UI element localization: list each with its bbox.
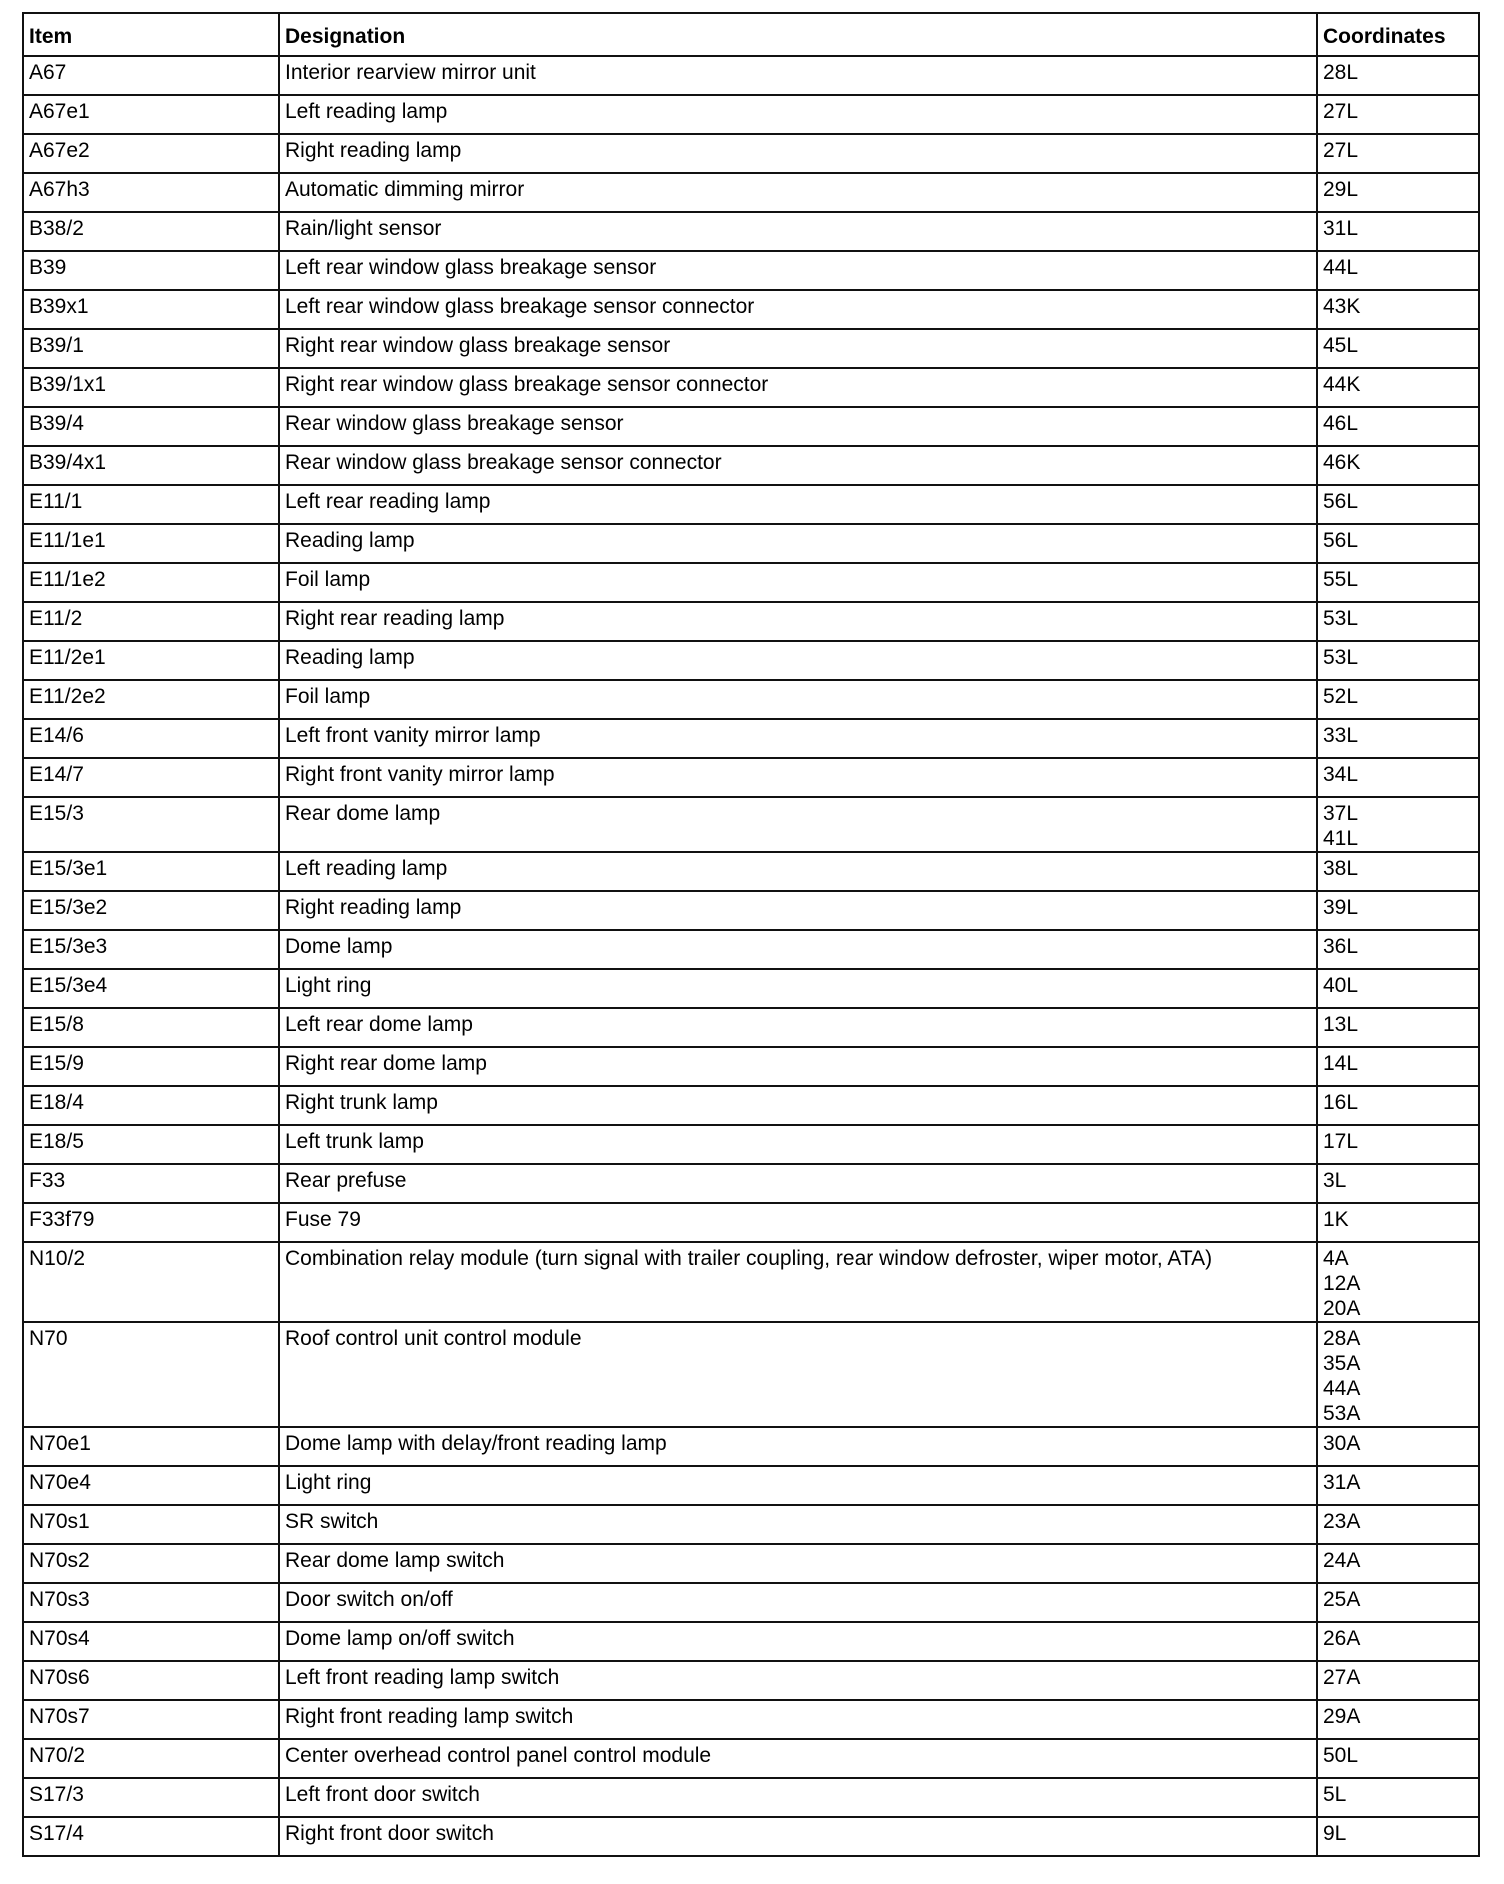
coordinate-value: 1K <box>1323 1208 1349 1231</box>
coordinates-cell <box>1317 524 1479 563</box>
header-coordinates: Coordinates <box>1317 13 1479 56</box>
coordinate-value: 53A <box>1323 1402 1361 1425</box>
designation-cell: Right front vanity mirror lamp <box>279 758 1317 797</box>
coordinate-value: 56L <box>1323 529 1359 552</box>
coordinates-cell <box>1317 641 1479 680</box>
coordinates-cell <box>1317 1427 1479 1466</box>
designation-cell: Door switch on/off <box>279 1583 1317 1622</box>
item-cell: N70s4 <box>23 1622 279 1661</box>
coordinates-cell <box>1317 368 1479 407</box>
item-cell: E18/4 <box>23 1086 279 1125</box>
designation-cell: Left rear window glass breakage sensor <box>279 251 1317 290</box>
table-row <box>23 969 1479 1008</box>
item-cell: B39/1x1 <box>23 368 279 407</box>
item-cell: F33f79 <box>23 1203 279 1242</box>
coordinates-cell <box>1317 1778 1479 1817</box>
item-cell: N70e4 <box>23 1466 279 1505</box>
coordinates-cell <box>1317 446 1479 485</box>
table-row <box>23 1164 1479 1203</box>
item-cell: A67e1 <box>23 95 279 134</box>
coordinates-cell <box>1317 891 1479 930</box>
item-cell: E14/6 <box>23 719 279 758</box>
coordinate-value: 29L <box>1323 178 1359 201</box>
designation-cell: Right front reading lamp switch <box>279 1700 1317 1739</box>
designation-cell: Fuse 79 <box>279 1203 1317 1242</box>
designation-cell: Rear dome lamp <box>279 797 1317 852</box>
table-row <box>23 1322 1479 1427</box>
table-row <box>23 1466 1479 1505</box>
coordinates-cell <box>1317 56 1479 95</box>
table-row <box>23 1817 1479 1856</box>
coordinates-cell <box>1317 930 1479 969</box>
coordinates-cell <box>1317 602 1479 641</box>
table-row <box>23 485 1479 524</box>
table-row <box>23 368 1479 407</box>
item-cell: E14/7 <box>23 758 279 797</box>
coordinate-value: 5L <box>1323 1783 1347 1806</box>
designation-cell: Left front reading lamp switch <box>279 1661 1317 1700</box>
coordinates-cell <box>1317 1739 1479 1778</box>
item-cell: B39 <box>23 251 279 290</box>
item-cell: N70e1 <box>23 1427 279 1466</box>
item-cell: A67e2 <box>23 134 279 173</box>
designation-cell: Foil lamp <box>279 563 1317 602</box>
item-cell: S17/4 <box>23 1817 279 1856</box>
table-row <box>23 930 1479 969</box>
coordinate-value: 52L <box>1323 685 1359 708</box>
coordinate-value: 4A <box>1323 1247 1349 1270</box>
coordinate-value: 13L <box>1323 1013 1359 1036</box>
item-cell: B39/1 <box>23 329 279 368</box>
designation-cell: Left front door switch <box>279 1778 1317 1817</box>
coordinate-value: 40L <box>1323 974 1359 997</box>
item-cell: E11/1 <box>23 485 279 524</box>
table-row <box>23 524 1479 563</box>
table-row <box>23 95 1479 134</box>
coordinates-cell <box>1317 1242 1479 1322</box>
coordinates-cell <box>1317 1544 1479 1583</box>
designation-cell: Left front vanity mirror lamp <box>279 719 1317 758</box>
coordinate-value: 20A <box>1323 1297 1361 1320</box>
coordinate-value: 50L <box>1323 1744 1359 1767</box>
item-cell: N70/2 <box>23 1739 279 1778</box>
designation-cell: Combination relay module (turn signal with trailer coupling, rear window defroster, wiper motor, ATA) <box>279 1242 1317 1322</box>
coordinates-cell <box>1317 1583 1479 1622</box>
item-cell: B39x1 <box>23 290 279 329</box>
table-row <box>23 1778 1479 1817</box>
item-cell: E15/8 <box>23 1008 279 1047</box>
coordinate-value: 55L <box>1323 568 1359 591</box>
designation-cell: Right rear window glass breakage sensor connector <box>279 368 1317 407</box>
item-cell: E11/2e1 <box>23 641 279 680</box>
table-row <box>23 641 1479 680</box>
designation-cell: Interior rearview mirror unit <box>279 56 1317 95</box>
coordinates-cell <box>1317 1047 1479 1086</box>
table-row <box>23 1047 1479 1086</box>
coordinate-value: 23A <box>1323 1510 1361 1533</box>
coordinate-value: 53L <box>1323 646 1359 669</box>
item-cell: E15/3e1 <box>23 852 279 891</box>
coordinates-cell <box>1317 969 1479 1008</box>
item-cell: B39/4x1 <box>23 446 279 485</box>
designation-cell: Left reading lamp <box>279 95 1317 134</box>
coordinate-value: 35A <box>1323 1352 1361 1375</box>
table-row <box>23 719 1479 758</box>
coordinates-cell <box>1317 1125 1479 1164</box>
coordinate-value: 46L <box>1323 412 1359 435</box>
table-row <box>23 1427 1479 1466</box>
table-row <box>23 797 1479 852</box>
coordinate-value: 27L <box>1323 100 1359 123</box>
item-cell: N10/2 <box>23 1242 279 1322</box>
designation-cell: Rain/light sensor <box>279 212 1317 251</box>
coordinate-value: 28A <box>1323 1327 1361 1350</box>
coordinates-cell <box>1317 719 1479 758</box>
table-row <box>23 251 1479 290</box>
item-cell: N70 <box>23 1322 279 1427</box>
coordinate-value: 17L <box>1323 1130 1359 1153</box>
designation-cell: Left rear reading lamp <box>279 485 1317 524</box>
item-cell: F33 <box>23 1164 279 1203</box>
coordinate-value: 38L <box>1323 857 1359 880</box>
item-cell: E15/9 <box>23 1047 279 1086</box>
designation-cell: Right rear reading lamp <box>279 602 1317 641</box>
coordinates-cell <box>1317 290 1479 329</box>
item-cell: N70s6 <box>23 1661 279 1700</box>
designation-cell: Right front door switch <box>279 1817 1317 1856</box>
coordinates-cell <box>1317 1661 1479 1700</box>
coordinate-value: 41L <box>1323 827 1359 850</box>
coordinate-value: 26A <box>1323 1627 1361 1650</box>
coordinates-cell <box>1317 852 1479 891</box>
item-cell: E18/5 <box>23 1125 279 1164</box>
designation-cell: Dome lamp with delay/front reading lamp <box>279 1427 1317 1466</box>
item-cell: N70s1 <box>23 1505 279 1544</box>
table-row <box>23 1622 1479 1661</box>
coordinates-cell <box>1317 1322 1479 1427</box>
coordinates-cell <box>1317 1466 1479 1505</box>
item-cell: S17/3 <box>23 1778 279 1817</box>
coordinate-value: 45L <box>1323 334 1359 357</box>
coordinate-value: 25A <box>1323 1588 1361 1611</box>
coordinate-value: 28L <box>1323 61 1359 84</box>
table-row <box>23 1739 1479 1778</box>
coordinates-cell <box>1317 758 1479 797</box>
designation-cell: Rear dome lamp switch <box>279 1544 1317 1583</box>
table-row <box>23 1242 1479 1322</box>
designation-cell: Left trunk lamp <box>279 1125 1317 1164</box>
header-row <box>23 13 1479 56</box>
component-table <box>22 12 1480 1857</box>
header-item: Item <box>23 13 279 56</box>
item-cell: N70s3 <box>23 1583 279 1622</box>
item-cell: E15/3e3 <box>23 930 279 969</box>
coordinate-value: 39L <box>1323 896 1359 919</box>
coordinate-value: 36L <box>1323 935 1359 958</box>
designation-cell: Left rear window glass breakage sensor connector <box>279 290 1317 329</box>
coordinates-cell <box>1317 95 1479 134</box>
coordinates-cell <box>1317 1700 1479 1739</box>
table-row <box>23 758 1479 797</box>
table-row <box>23 56 1479 95</box>
coordinates-cell <box>1317 1008 1479 1047</box>
designation-cell: Light ring <box>279 969 1317 1008</box>
table-row <box>23 1661 1479 1700</box>
item-cell: N70s2 <box>23 1544 279 1583</box>
item-cell: E11/2 <box>23 602 279 641</box>
table-row <box>23 1125 1479 1164</box>
coordinates-cell <box>1317 134 1479 173</box>
designation-cell: Light ring <box>279 1466 1317 1505</box>
coordinate-value: 3L <box>1323 1169 1347 1192</box>
table-row <box>23 1505 1479 1544</box>
table-row <box>23 602 1479 641</box>
item-cell: B39/4 <box>23 407 279 446</box>
designation-cell: Right rear dome lamp <box>279 1047 1317 1086</box>
table-row <box>23 290 1479 329</box>
table-row <box>23 1700 1479 1739</box>
coordinate-value: 56L <box>1323 490 1359 513</box>
designation-cell: Rear prefuse <box>279 1164 1317 1203</box>
coordinate-value: 33L <box>1323 724 1359 747</box>
item-cell: A67 <box>23 56 279 95</box>
designation-cell: Roof control unit control module <box>279 1322 1317 1427</box>
coordinates-cell <box>1317 251 1479 290</box>
table-row <box>23 1008 1479 1047</box>
table-row <box>23 329 1479 368</box>
coordinates-cell <box>1317 212 1479 251</box>
coordinate-value: 24A <box>1323 1549 1361 1572</box>
designation-cell: Dome lamp <box>279 930 1317 969</box>
coordinate-value: 14L <box>1323 1052 1359 1075</box>
item-cell: E11/1e2 <box>23 563 279 602</box>
coordinates-cell <box>1317 1505 1479 1544</box>
coordinate-value: 12A <box>1323 1272 1361 1295</box>
coordinates-cell <box>1317 1817 1479 1856</box>
designation-cell: SR switch <box>279 1505 1317 1544</box>
coordinate-value: 27A <box>1323 1666 1361 1689</box>
table-row <box>23 1203 1479 1242</box>
item-cell: E15/3e2 <box>23 891 279 930</box>
coordinate-value: 16L <box>1323 1091 1359 1114</box>
table-row <box>23 1544 1479 1583</box>
designation-cell: Dome lamp on/off switch <box>279 1622 1317 1661</box>
table-row <box>23 891 1479 930</box>
coordinates-cell <box>1317 797 1479 852</box>
designation-cell: Right reading lamp <box>279 891 1317 930</box>
table-row <box>23 680 1479 719</box>
table-row <box>23 212 1479 251</box>
coordinates-cell <box>1317 173 1479 212</box>
table-row <box>23 1086 1479 1125</box>
coordinate-value: 44K <box>1323 373 1361 396</box>
coordinates-cell <box>1317 1203 1479 1242</box>
designation-cell: Automatic dimming mirror <box>279 173 1317 212</box>
designation-cell: Right rear window glass breakage sensor <box>279 329 1317 368</box>
coordinate-value: 46K <box>1323 451 1361 474</box>
table-row <box>23 852 1479 891</box>
table-row <box>23 407 1479 446</box>
coordinates-cell <box>1317 1086 1479 1125</box>
designation-cell: Center overhead control panel control module <box>279 1739 1317 1778</box>
coordinates-cell <box>1317 563 1479 602</box>
coordinate-value: 34L <box>1323 763 1359 786</box>
designation-cell: Reading lamp <box>279 641 1317 680</box>
coordinate-value: 53L <box>1323 607 1359 630</box>
coordinate-value: 30A <box>1323 1432 1361 1455</box>
item-cell: E11/2e2 <box>23 680 279 719</box>
table-row <box>23 563 1479 602</box>
coordinates-cell <box>1317 1164 1479 1203</box>
item-cell: A67h3 <box>23 173 279 212</box>
coordinates-cell <box>1317 407 1479 446</box>
coordinate-value: 31A <box>1323 1471 1361 1494</box>
coordinate-value: 44A <box>1323 1377 1361 1400</box>
coordinate-value: 27L <box>1323 139 1359 162</box>
item-cell: E15/3e4 <box>23 969 279 1008</box>
coordinates-cell <box>1317 329 1479 368</box>
designation-cell: Right reading lamp <box>279 134 1317 173</box>
table-row <box>23 173 1479 212</box>
table-row <box>23 134 1479 173</box>
designation-cell: Reading lamp <box>279 524 1317 563</box>
designation-cell: Right trunk lamp <box>279 1086 1317 1125</box>
item-cell: E15/3 <box>23 797 279 852</box>
coordinate-value: 9L <box>1323 1822 1347 1845</box>
coordinates-cell <box>1317 1622 1479 1661</box>
coordinate-value: 43K <box>1323 295 1361 318</box>
designation-cell: Left rear dome lamp <box>279 1008 1317 1047</box>
table-row <box>23 1583 1479 1622</box>
coordinates-cell <box>1317 680 1479 719</box>
designation-cell: Foil lamp <box>279 680 1317 719</box>
coordinate-value: 37L <box>1323 802 1359 825</box>
coordinates-cell <box>1317 485 1479 524</box>
item-cell: N70s7 <box>23 1700 279 1739</box>
coordinate-value: 29A <box>1323 1705 1361 1728</box>
item-cell: E11/1e1 <box>23 524 279 563</box>
header-designation: Designation <box>279 13 1317 56</box>
designation-cell: Rear window glass breakage sensor <box>279 407 1317 446</box>
table-body <box>23 56 1479 1856</box>
coordinate-value: 31L <box>1323 217 1359 240</box>
coordinate-value: 44L <box>1323 256 1359 279</box>
table-row <box>23 446 1479 485</box>
item-cell: B38/2 <box>23 212 279 251</box>
designation-cell: Left reading lamp <box>279 852 1317 891</box>
designation-cell: Rear window glass breakage sensor connector <box>279 446 1317 485</box>
